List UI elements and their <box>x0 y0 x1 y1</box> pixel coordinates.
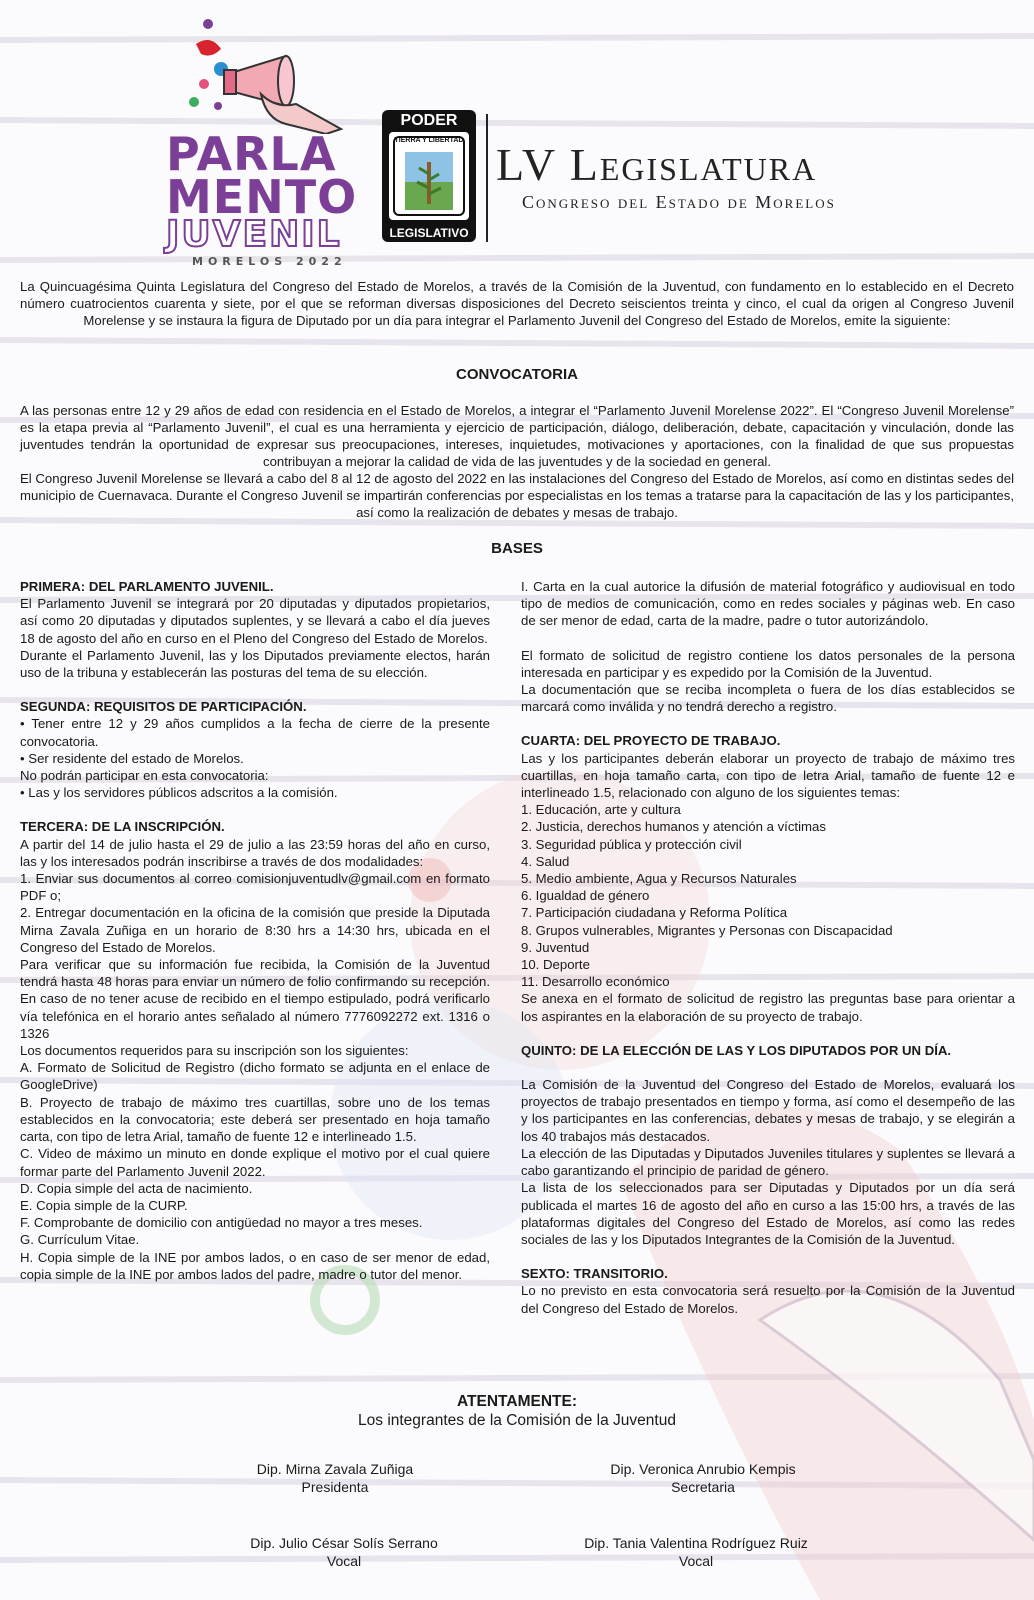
tema-item: 4. Salud <box>521 853 570 869</box>
signature-secretaria <box>543 1460 863 1496</box>
tema-item: 2. Justicia, derechos humanos y atención a víctimas <box>521 819 826 835</box>
legislatura-title: LV Legislatura <box>496 139 818 190</box>
signature-role: Vocal <box>678 1553 714 1569</box>
signature-vocal-2 <box>536 1534 856 1570</box>
tema-item: 6. Igualdad de género <box>521 888 650 904</box>
signature-name: Dip. Tania Valentina Rodríguez Ruiz <box>584 1535 808 1551</box>
convocatoria-heading: CONVOCATORIA <box>456 366 578 383</box>
sexto-title: SEXTO: TRANSITORIO. <box>521 1266 668 1282</box>
tema-item: 10. Deporte <box>521 957 590 973</box>
segunda-item: • Tener entre 12 y 29 años cumplidos a la fecha de cierre de la presente convocatoria. <box>20 716 490 749</box>
integrantes-line: Los integrantes de la Comisión de la Juventud <box>358 1412 676 1429</box>
sexto-paragraph: Lo no previsto en esta convocatoria será resuelto por la Comisión de la Juventud del Congreso del Estado de Morelos. <box>521 1283 1015 1316</box>
quinto-paragraph-1: La Comisión de la Juventud del Congreso del Estado de Morelos, evaluará los proyectos de trabajo presentados en tiempo y forma, así como el desempeño de las y los participantes en las conferencias, debates y mesas de trabajo, y se elegirán a los 40 trabajos más destacados. <box>521 1077 1015 1144</box>
seal-bottom-text: LEGISLATIVO <box>389 226 469 240</box>
quinto-title: QUINTO: DE LA ELECCIÓN DE LAS Y LOS DIPUTADOS POR UN DÍA. <box>521 1042 952 1058</box>
signature-name: Dip. Mirna Zavala Zuñiga <box>256 1461 414 1477</box>
signature-name: Dip. Veronica Anrubio Kempis <box>610 1461 796 1477</box>
quinto-paragraph-2: La elección de las Diputadas y Diputados Juveniles titulares y suplentes se llevará a cabo garantizando el principio de paridad de género. <box>521 1145 1015 1179</box>
signature-role: Vocal <box>326 1553 362 1569</box>
legislatura-subtitle: Congreso del Estado de Morelos <box>522 192 836 212</box>
tema-item: 8. Grupos vulnerables, Migrantes y Personas con Discapacidad <box>521 922 893 938</box>
segunda-item: • Las y los servidores públicos adscritos a la comisión. <box>20 785 338 801</box>
quinto-paragraph-3: La lista de los seleccionados para ser Diputadas y Diputados por un día será publicada el martes 16 de agosto del año en curso a las 15:00 hrs, a través de las plataformas digitales del Congreso del Estado de Morelos, así como las redes sociales de las y los Diputados Integrantes de la Comisión de la Juventud. <box>521 1180 1015 1247</box>
tema-item: 5. Medio ambiente, Agua y Recursos Naturales <box>521 871 797 887</box>
megaphone-icon <box>166 14 356 134</box>
segunda-item: No podrán participar en esta convocatoria: <box>20 768 269 784</box>
cuarta-paragraph: Las y los participantes deberán elaborar un proyecto de trabajo de máximo tres cuartillas, en hoja tamaño carta, con tipo de letra Arial, tamaño de fuente 12 e interlineado 1.5, relacionado con alguno de los siguientes temas: <box>521 750 1015 801</box>
bases-heading: BASES <box>491 540 543 557</box>
primera-title: PRIMERA: DEL PARLAMENTO JUVENIL. <box>20 579 274 594</box>
document-item-i: I. Carta en la cual autorice la difusión de material fotográfico y audiovisual en todo tipo de medios de comunicación, como en redes sociales y páginas web. En caso de ser menor de edad, carta de la madre, padre o tutor autorizándolo. <box>521 579 1015 629</box>
seal-emblem <box>389 132 469 220</box>
convocatoria-paragraph-2: El Congreso Juvenil Morelense se llevará a cabo del 8 al 12 de agosto del 2022 en las instalaciones del Congreso del Estado de Morelos, así como en distintas sedes del municipio de Cuernavaca. Durante el Congreso Juvenil se impartirán conferencias por especialistas en los temas a tratarse para la capacitación de las y los participantes, así como la realización de debates y mesas de trabajo. <box>20 471 1014 520</box>
logo-text-morelos-2022: MORELOS 2022 <box>192 255 347 268</box>
tercera-item: E. Copia simple de la CURP. <box>20 1197 188 1213</box>
tercera-item: D. Copia simple del acta de nacimiento. <box>20 1180 253 1196</box>
convocatoria-paragraph-1: A las personas entre 12 y 29 años de edad con residencia en el Estado de Morelos, a integrar el “Parlamento Juvenil Morelense 2022”. El “Congreso Juvenil Morelense” es la etapa previa al “Parlamento Juvenil”, el cual es una herramienta y ejercicio de participación, diálogo, deliberación, debate, capacitación y vinculación, donde las juventudes tendrán la oportunidad de expresar sus preocupaciones, intereses, inquietudes, motivaciones y aportaciones, con la finalidad de que sus propuestas contribuyan a mejorar la calidad de vida de las juventudes y de la sociedad en general. <box>20 403 1014 469</box>
bases-right-column <box>521 578 1015 1317</box>
primera-paragraph-1: El Parlamento Juvenil se integrará por 20 diputadas y diputados propietarios, así como 20 diputadas y diputados suplentes, y se llevará a cabo el día jueves 18 de agosto del año en curso en el Pleno del Congreso del Estado de Morelos. <box>20 596 490 646</box>
signature-name: Dip. Julio César Solís Serrano <box>250 1535 438 1551</box>
tema-item: 11. Desarrollo económico <box>521 974 670 990</box>
cuarta-title: CUARTA: DEL PROYECTO DE TRABAJO. <box>521 733 781 749</box>
tercera-item: A partir del 14 de julio hasta el 29 de julio a las 23:59 horas del año en curso, las y los interesados podrán inscribirse a través de dos modalidades: <box>20 836 490 869</box>
signature-vocal-1 <box>184 1534 504 1570</box>
tema-item: 1. Educación, arte y cultura <box>521 802 681 818</box>
segunda-item: • Ser residente del estado de Morelos. <box>20 750 244 766</box>
tercera-item: A. Formato de Solicitud de Registro (dicho formato se adjunta en el enlace de GoogleDrive) <box>20 1060 490 1093</box>
atentamente-heading: ATENTAMENTE: <box>457 1393 577 1410</box>
tercera-item: B. Proyecto de trabajo de máximo tres cuartillas, sobre uno de los temas establecidos en la convocatoria; este deberá ser presentado en hoja tamaño carta, con tipo de letra Arial, tamaño de fuente 12 e interlineado 1.5. <box>20 1094 490 1145</box>
tercera-item: 1. Enviar sus documentos al correo comisionjuventudlv@gmail.com en formato PDF o; <box>20 871 490 904</box>
signature-role: Secretaria <box>671 1479 735 1495</box>
poder-legislativo-seal <box>382 110 476 242</box>
seal-motto: TIERRA Y LIBERTAD <box>394 137 464 144</box>
anexa-paragraph: Se anexa en el formato de solicitud de registro las preguntas base para orientar a los aspirantes en la elaboración de su proyecto de trabajo. <box>521 991 1015 1024</box>
tercera-item: G. Currículum Vitae. <box>20 1232 140 1248</box>
tercera-item: Para verificar que su información fue recibida, la Comisión de la Juventud tendrá hasta 48 horas para enviar un número de folio confirmando su recepción. En caso de no tener acuse de recibido en el tiempo estipulado, podrá verificarlo vía telefónica en el horario antes señalado al número 7776092272 ext. 1316 o 1326 <box>20 957 490 1041</box>
signature-role: Presidenta <box>301 1479 369 1495</box>
tercera-item: F. Comprobante de domicilio con antigüedad no mayor a tres meses. <box>20 1215 423 1231</box>
bases-left-column <box>20 578 490 1283</box>
formato-paragraph-1: El formato de solicitud de registro contiene los datos personales de la persona interesada en participar y es expedido por la Comisión de la Juventud. <box>521 647 1015 680</box>
tercera-item: Los documentos requeridos para su inscripción son los siguientes: <box>20 1043 409 1059</box>
signature-presidenta <box>175 1460 495 1496</box>
logo-text-juvenil: JUVENIL <box>166 214 342 255</box>
logo-text-parla: PARLA <box>166 127 337 181</box>
primera-paragraph-2: Durante el Parlamento Juvenil, las y los Diputados previamente electos, harán uso de la tribuna y establecerán las posturas del tema de su elección. <box>20 647 490 681</box>
tercera-title: TERCERA: DE LA INSCRIPCIÓN. <box>20 819 225 835</box>
tema-item: 3. Seguridad pública y protección civil <box>521 836 742 852</box>
parlamento-juvenil-logo <box>166 14 358 268</box>
tercera-item: C. Video de máximo un minuto en donde explique el motivo por el cual quiere formar parte del Parlamento Juvenil 2022. <box>20 1146 490 1179</box>
intro-paragraph: La Quincuagésima Quinta Legislatura del Congreso del Estado de Morelos, a través de la Comisión de la Juventud, con fundamento en lo establecido en el Decreto número cuatrocientos cuarenta y siete, por el que se reforman diversas disposiciones del Decreto seiscientos treinta y cinco, el cual da origen al Congreso Juvenil Morelense y se instaura la figura de Diputado por un día para integrar el Parlamento Juvenil del Congreso del Estado de Morelos, emite la siguiente: <box>20 279 1014 328</box>
formato-paragraph-2: La documentación que se reciba incompleta o fuera de los días establecidos se marcará como inválida y no tendrá derecho a registro. <box>521 682 1015 715</box>
header-divider <box>486 114 488 242</box>
tercera-item: 2. Entregar documentación en la oficina de la comisión que preside la Diputada Mirna Zavala Zuñiga en un horario de 8:30 hrs a 14:30 hrs, ubicada en el Congreso del Estado de Morelos. <box>20 905 490 955</box>
tercera-item: H. Copia simple de la INE por ambos lados, o en caso de ser menor de edad, copia simple de la INE por ambos lados del padre, madre o tutor del menor. <box>20 1249 490 1282</box>
tema-item: 7. Participación ciudadana y Reforma Política <box>521 905 788 921</box>
logo-text-mento: MENTO <box>166 170 358 224</box>
tema-item: 9. Juventud <box>521 939 590 955</box>
cornfield-emblem-icon <box>405 152 453 210</box>
seal-top-text: PODER <box>400 112 458 129</box>
segunda-title: SEGUNDA: REQUISITOS DE PARTICIPACIÓN. <box>20 699 307 715</box>
